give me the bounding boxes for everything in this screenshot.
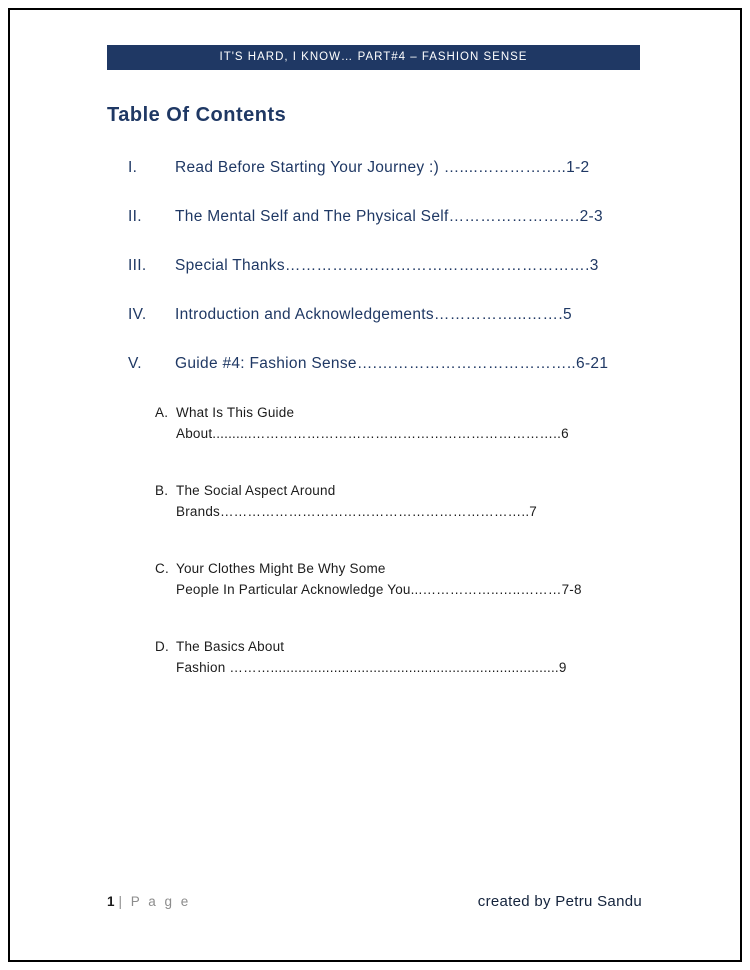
toc-subentry-line1: The Basics About	[176, 639, 285, 654]
toc-subentry-letter: A.	[155, 405, 169, 420]
toc-subentry-letter: D.	[155, 639, 169, 654]
toc-subentry-pages: 6	[561, 426, 569, 441]
toc-subentry-pages: 7	[529, 504, 537, 519]
toc-entry-text	[175, 157, 640, 178]
toc-subentry-pages: 7-8	[561, 582, 582, 597]
toc-entry	[128, 157, 640, 178]
toc-entry-text	[175, 304, 640, 325]
toc-entry-numeral: V.	[128, 355, 142, 372]
toc-subentry-line1: Your Clothes Might Be Why Some	[176, 561, 386, 576]
toc-entry-numeral: II.	[128, 208, 142, 225]
footer-page-number: 1	[107, 894, 115, 909]
toc-entry-text	[175, 353, 640, 374]
toc-subentry-line2	[176, 426, 569, 441]
toc-subentry	[155, 402, 640, 444]
toc-entry-label: The Mental Self and The Physical Self…………………….	[175, 208, 580, 225]
toc-subentry-text	[176, 480, 640, 522]
toc-entry-pages: 5	[562, 306, 572, 323]
toc-subentry	[155, 636, 640, 678]
toc-subentry-pages: 9	[558, 660, 567, 675]
toc-subentry-line1: The Social Aspect Around	[176, 483, 336, 498]
toc-entry	[128, 304, 640, 325]
page-footer	[107, 893, 642, 910]
toc-entry	[128, 255, 640, 276]
toc-subentry-line1: What Is This Guide	[176, 405, 295, 420]
toc-entry-pages: 3	[589, 257, 599, 274]
page-header-banner: IT'S HARD, I KNOW… PART#4 – FASHION SENSE	[107, 45, 640, 70]
toc-entry-pages: 6-21	[576, 355, 609, 372]
toc-subentry	[155, 558, 640, 600]
toc-subentry-letter: B.	[155, 483, 169, 498]
toc-subentry-letter: C.	[155, 561, 169, 576]
toc-subentry-label: About..........…………………………………………………………..	[176, 426, 562, 441]
toc-entry-numeral: I.	[128, 159, 138, 176]
toc-subentry-line2	[176, 582, 582, 597]
toc-entry-pages: 1-2	[566, 159, 590, 176]
toc-subentry-text	[176, 558, 640, 600]
document-content	[107, 45, 640, 714]
toc-subentry-label: Brands…………………………………………………………..	[176, 504, 530, 519]
toc-entry-text	[175, 255, 640, 276]
toc-subentry-line2	[176, 660, 567, 675]
toc-sub-list	[107, 402, 640, 678]
page-title: Table Of Contents	[107, 104, 287, 126]
toc-entry-label: Read Before Starting Your Journey :) …....……………..	[175, 159, 567, 176]
toc-main-list	[107, 157, 640, 374]
toc-entry-label: Introduction and Acknowledgements……………...…….	[175, 306, 563, 323]
toc-subentry-text	[176, 402, 640, 444]
toc-entry-label: Guide #4: Fashion Sense….………………………………..	[175, 355, 577, 372]
toc-entry	[128, 206, 640, 227]
toc-entry-numeral: III.	[128, 257, 147, 274]
toc-entry-text	[175, 206, 640, 227]
toc-entry-numeral: IV.	[128, 306, 147, 323]
toc-entry-pages: 2-3	[579, 208, 603, 225]
toc-subentry	[155, 480, 640, 522]
toc-subentry-label: People In Particular Acknowledge You...……………..…..………	[176, 582, 562, 597]
footer-page-word: | P a g e	[118, 894, 191, 909]
toc-subentry-line2	[176, 504, 537, 519]
toc-entry-label: Special Thanks………………………………………………….	[175, 257, 590, 274]
toc-subentry-text	[176, 636, 640, 678]
footer-page-indicator	[107, 894, 191, 909]
toc-subentry-label: Fashion ……….........................................................................	[176, 660, 559, 675]
footer-credit: created by Petru Sandu	[477, 893, 642, 910]
toc-entry	[128, 353, 640, 374]
